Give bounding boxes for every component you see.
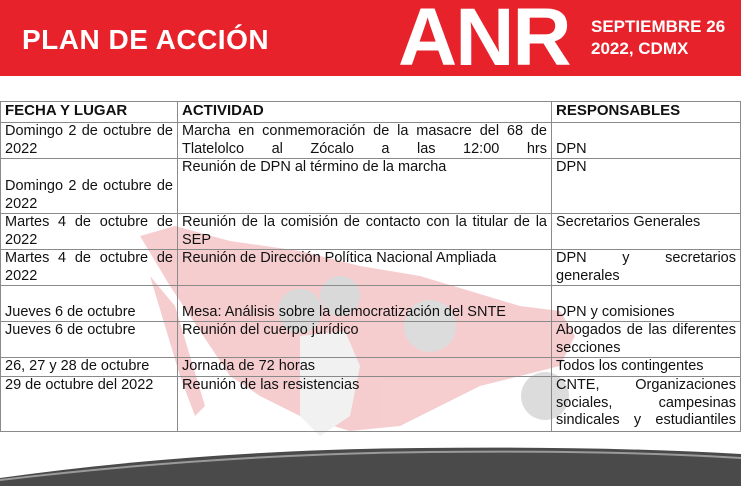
table-row — [1, 322, 741, 358]
table-row — [1, 214, 741, 250]
cell-responsables: Abogados de las diferentes secciones — [552, 322, 741, 358]
cell-responsables: DPN y secretarios generales — [552, 250, 741, 286]
action-plan-table — [0, 101, 741, 432]
cell-responsables: CNTE, Organizaciones sociales, campesinas sindicales y estudiantiles — [552, 377, 741, 432]
cell-actividad: Jornada de 72 horas — [178, 358, 552, 377]
anr-logo: ANR — [398, 0, 570, 83]
header-date — [591, 16, 725, 60]
cell-actividad: Mesa: Análisis sobre la democratización del SNTE — [178, 286, 552, 322]
cell-actividad: Reunión de Dirección Política Nacional Ampliada — [178, 250, 552, 286]
cell-fecha: Jueves 6 de octubre — [1, 322, 178, 358]
cell-fecha: Martes 4 de octubre de 2022 — [1, 250, 178, 286]
cell-responsables: DPN y comisiones — [552, 286, 741, 322]
page-title: PLAN DE ACCIÓN — [22, 24, 270, 55]
cell-responsables: DPN — [552, 159, 741, 214]
table-row — [1, 286, 741, 322]
cell-actividad: Reunión del cuerpo jurídico — [178, 322, 552, 358]
column-header-responsables: RESPONSABLES — [552, 102, 741, 123]
cell-fecha: 29 de octubre del 2022 — [1, 377, 178, 432]
cell-fecha: 26, 27 y 28 de octubre — [1, 358, 178, 377]
cell-responsables: DPN — [552, 123, 741, 159]
header-banner — [0, 0, 741, 83]
date-line-1: SEPTIEMBRE 26 — [591, 17, 726, 36]
cell-actividad: Marcha en conmemoración de la masacre del 68 de Tlatelolco al Zócalo a las 12:00 hrs — [178, 123, 552, 159]
cell-fecha: Martes 4 de octubre de 2022 — [1, 214, 178, 250]
table-row — [1, 377, 741, 432]
footer-swoosh — [0, 440, 741, 486]
table-row — [1, 250, 741, 286]
table-header-row — [1, 102, 741, 123]
cell-actividad: Reunión de las resistencias — [178, 377, 552, 432]
date-line-2: 2022, CDMX — [591, 39, 689, 58]
table-row — [1, 123, 741, 159]
cell-fecha: Jueves 6 de octubre — [1, 286, 178, 322]
cell-responsables: Secretarios Generales — [552, 214, 741, 250]
cell-actividad: Reunión de DPN al término de la marcha — [178, 159, 552, 214]
cell-fecha: Domingo 2 de octubre de 2022 — [1, 123, 178, 159]
cell-fecha: Domingo 2 de octubre de 2022 — [1, 159, 178, 214]
column-header-fecha: FECHA Y LUGAR — [1, 102, 178, 123]
table-row — [1, 159, 741, 214]
cell-actividad: Reunión de la comisión de contacto con la titular de la SEP — [178, 214, 552, 250]
cell-responsables: Todos los contingentes — [552, 358, 741, 377]
table-row — [1, 358, 741, 377]
column-header-actividad: ACTIVIDAD — [178, 102, 552, 123]
